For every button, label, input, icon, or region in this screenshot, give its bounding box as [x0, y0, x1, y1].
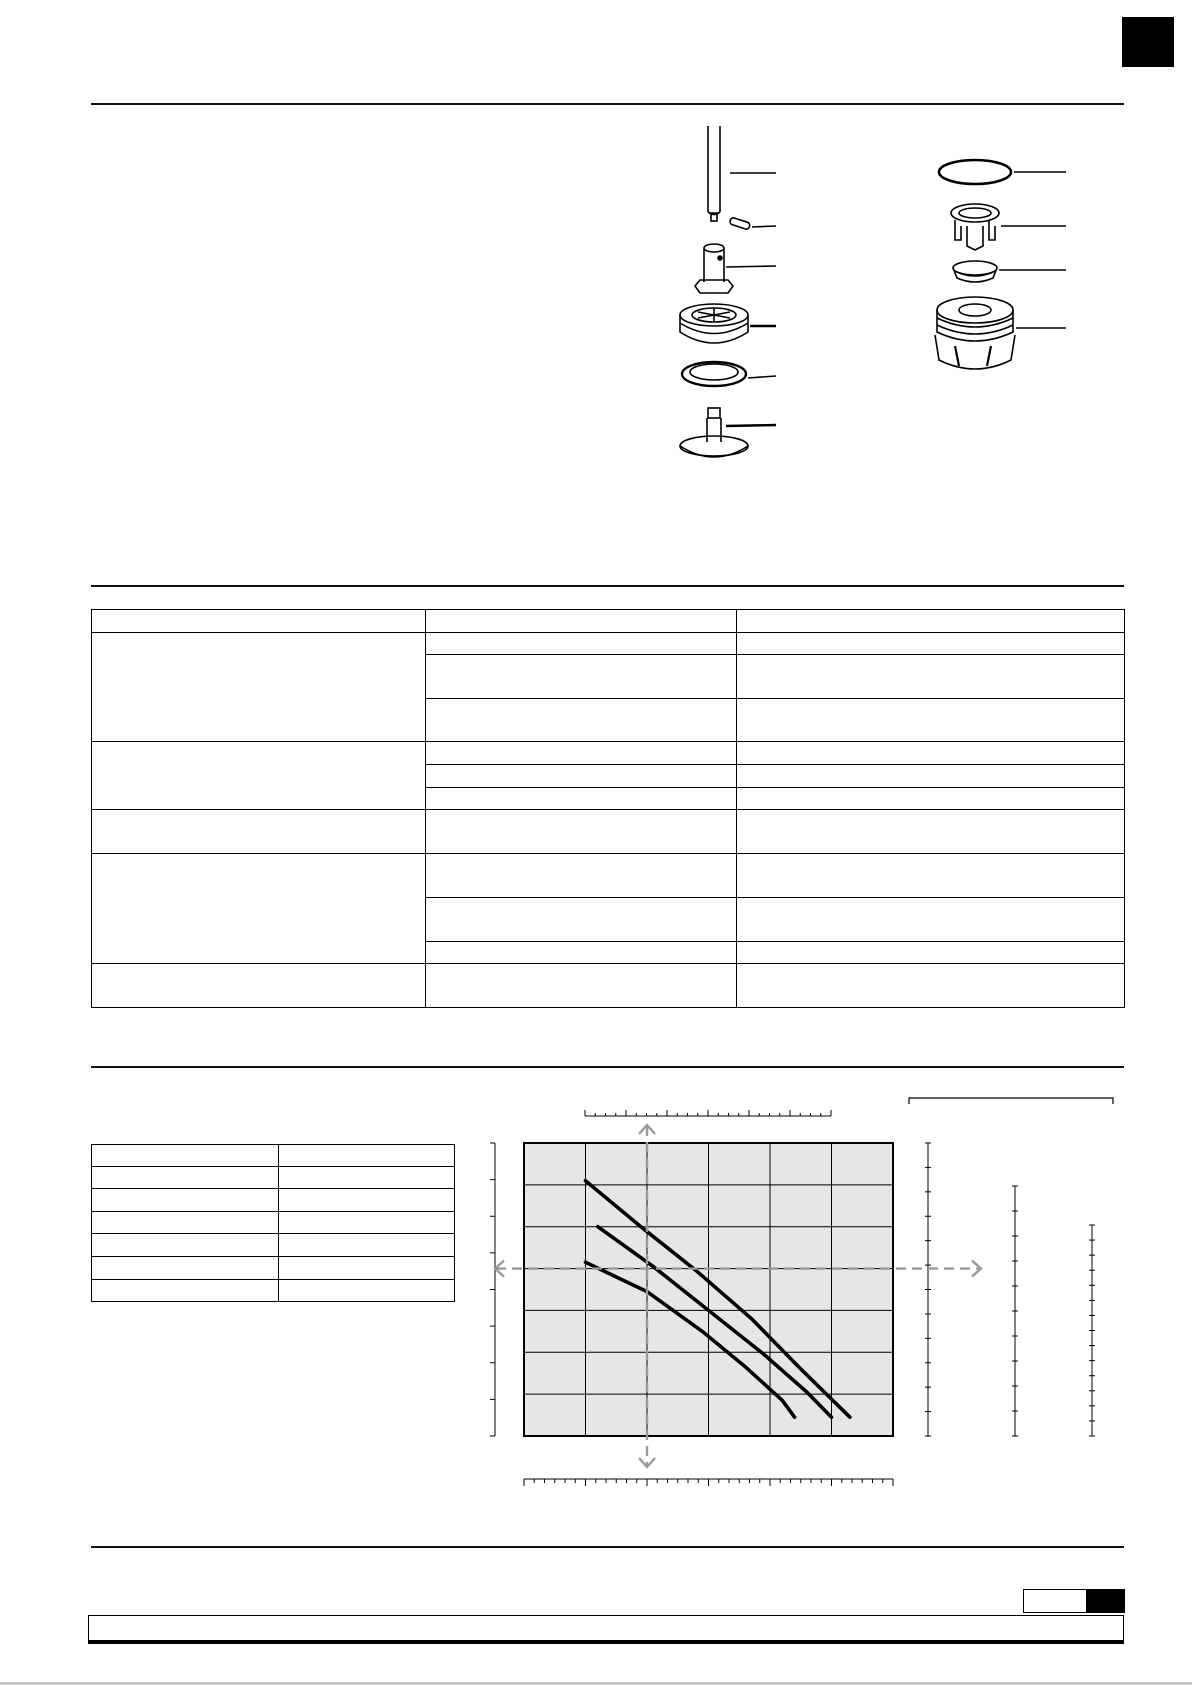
spec-label-cell: [92, 1189, 279, 1212]
spec-label-cell: [92, 1257, 279, 1280]
page-badge: [1023, 1589, 1125, 1613]
cause-cell: [426, 898, 737, 942]
table-row: [92, 742, 1125, 765]
thread-ring-part: [953, 261, 1066, 282]
flow-performance-chart: [480, 1090, 1130, 1500]
right-exploded-diagram: [925, 150, 1075, 390]
cause-cell: [426, 964, 737, 1008]
remedy-cell: [737, 765, 1125, 788]
valve-plug-part: [680, 408, 776, 457]
table-row: [92, 1280, 455, 1302]
cause-cell: [426, 699, 737, 742]
table-row: [92, 1257, 455, 1280]
spec-label-cell: [92, 1212, 279, 1234]
table-row: [92, 810, 1125, 854]
spec-label-cell: [92, 1145, 279, 1167]
section-rule-flow-performance: [91, 1066, 1124, 1068]
spec-value-cell: [279, 1234, 455, 1257]
table-row: [92, 633, 1125, 655]
problem-cell: [92, 633, 426, 742]
cause-cell: [426, 765, 737, 788]
spec-value-cell: [279, 1280, 455, 1302]
troubleshooting-table: [91, 609, 1125, 1008]
problem-cell: [92, 810, 426, 854]
spec-value-cell: [279, 1212, 455, 1234]
spec-label-cell: [92, 1167, 279, 1189]
table-header-row: [92, 610, 1125, 633]
section-rule-troubleshooting: [91, 585, 1124, 587]
cause-cell: [426, 655, 737, 699]
table-row: [92, 854, 1125, 898]
cause-cell: [426, 788, 737, 810]
page-badge-fill: [1086, 1590, 1124, 1612]
remedy-cell: [737, 898, 1125, 942]
footer-box: [88, 1615, 1124, 1644]
spec-table: [91, 1144, 455, 1302]
spec-label-cell: [92, 1234, 279, 1257]
problem-cell: [92, 964, 426, 1008]
table-row: [92, 1145, 455, 1167]
cause-cell: [426, 633, 737, 655]
housing-part: [935, 297, 1066, 369]
remedy-cell: [737, 942, 1125, 964]
cause-cell: [426, 854, 737, 898]
spec-value-cell: [279, 1167, 455, 1189]
remedy-cell: [737, 810, 1125, 854]
remedy-cell: [737, 788, 1125, 810]
shaft-part: [708, 126, 776, 221]
spec-value-cell: [279, 1145, 455, 1167]
diaphragm-disc-part: [680, 304, 776, 343]
remedy-cell: [737, 655, 1125, 699]
remedy-cell: [737, 854, 1125, 898]
remedy-cell: [737, 699, 1125, 742]
remedy-cell: [737, 633, 1125, 655]
left-exploded-diagram: [670, 120, 800, 470]
table-row: [92, 1234, 455, 1257]
pin-part: [729, 217, 776, 230]
remedy-cell: [737, 742, 1125, 765]
header-cell: [92, 610, 426, 633]
problem-cell: [92, 742, 426, 810]
seal-ring-part: [682, 362, 776, 386]
header-cell: [737, 610, 1125, 633]
clip-sleeve-part: [951, 204, 1066, 250]
legend-bracket: [909, 1098, 1113, 1104]
table-row: [92, 964, 1125, 1008]
corner-tab: [1122, 17, 1174, 67]
header-cell: [426, 610, 737, 633]
cause-cell: [426, 942, 737, 964]
footer-rule: [91, 1546, 1124, 1548]
remedy-cell: [737, 964, 1125, 1008]
cause-cell: [426, 810, 737, 854]
table-row: [92, 1189, 455, 1212]
spec-value-cell: [279, 1257, 455, 1280]
cause-cell: [426, 742, 737, 765]
table-row: [92, 1167, 455, 1189]
table-row: [92, 1212, 455, 1234]
section-rule-exploded-views: [91, 103, 1124, 105]
spec-label-cell: [92, 1280, 279, 1302]
o-ring-part: [939, 160, 1066, 184]
problem-cell: [92, 854, 426, 964]
spec-value-cell: [279, 1189, 455, 1212]
stem-adapter-part: [695, 244, 776, 293]
